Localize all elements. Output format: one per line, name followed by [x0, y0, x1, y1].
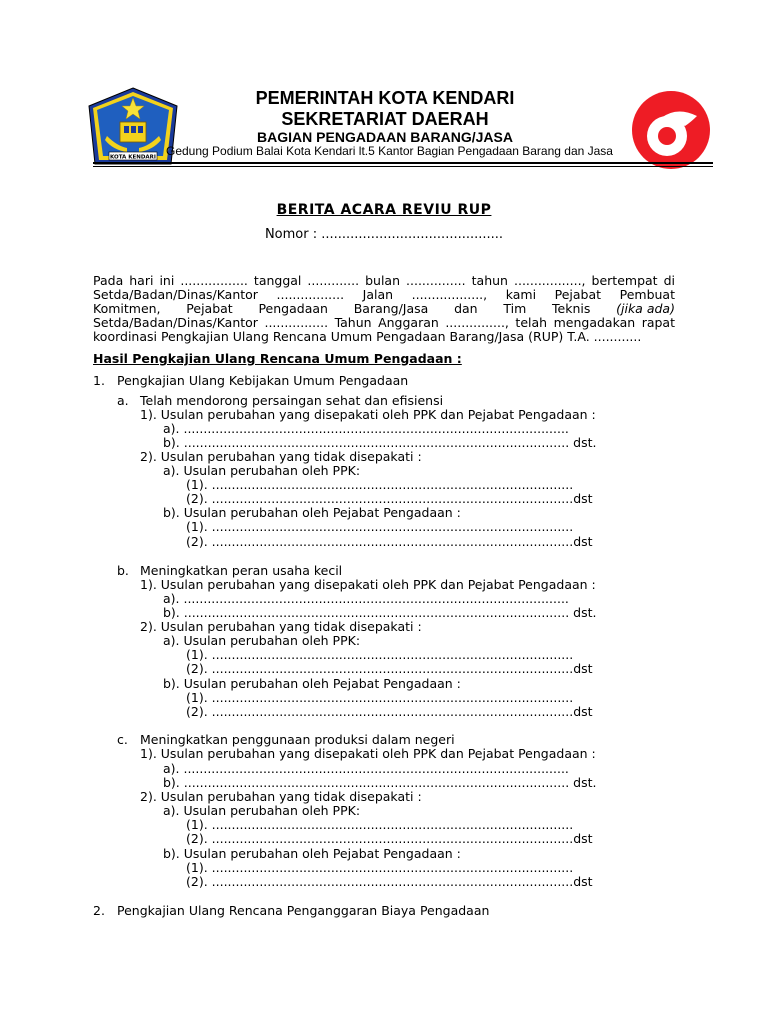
agreed-changes-label: 1). Usulan perubahan yang disepakati oleh PPK dan Pejabat Pengadaan :: [140, 407, 596, 422]
dotted-line: (2). ...........................................................................................dst: [186, 491, 593, 506]
intro-word: Teknis: [552, 301, 591, 316]
dotted-line: a). .................................................................................................: [163, 761, 569, 776]
logo-caption: KOTA KENDARI: [110, 154, 156, 161]
item-title: Pengkajian Ulang Kebijakan Umum Pengadaan: [117, 373, 409, 388]
agreed-changes-label: 1). Usulan perubahan yang disepakati oleh PPK dan Pejabat Pengadaan :: [140, 577, 596, 592]
ppk-changes-label: a). Usulan perubahan oleh PPK:: [163, 633, 361, 648]
subitem-letter: c.: [117, 732, 128, 747]
official-changes-label: b). Usulan perubahan oleh Pejabat Pengadaan :: [163, 676, 461, 691]
subitem-title: Meningkatkan penggunaan produksi dalam negeri: [140, 732, 455, 747]
dotted-line: (2). ...........................................................................................dst: [186, 874, 593, 889]
dotted-line: (1). ...........................................................................................: [186, 860, 574, 875]
dotted-line: (1). ...........................................................................................: [186, 817, 574, 832]
official-changes-label: b). Usulan perubahan oleh Pejabat Pengadaan :: [163, 505, 461, 520]
disagreed-changes-label: 2). Usulan perubahan yang tidak disepakati :: [140, 789, 422, 804]
agreed-changes-label: 1). Usulan perubahan yang disepakati oleh PPK dan Pejabat Pengadaan :: [140, 746, 596, 761]
intro-word: Pengadaan: [258, 301, 328, 316]
intro-word: Tim: [503, 301, 527, 316]
dotted-line: (1). ...........................................................................................: [186, 519, 574, 534]
intro-word: Pejabat: [186, 301, 233, 316]
subitem-letter: a.: [117, 393, 129, 408]
dotted-line: (2). ...........................................................................................dst: [186, 661, 593, 676]
dotted-line: a). .................................................................................................: [163, 421, 569, 436]
dotted-line: b). ................................................................................................. dst.: [163, 435, 597, 450]
disagreed-changes-label: 2). Usulan perubahan yang tidak disepakati :: [140, 619, 422, 634]
disagreed-changes-label: 2). Usulan perubahan yang tidak disepakati :: [140, 449, 422, 464]
subitem-title: Meningkatkan peran usaha kecil: [140, 563, 343, 578]
intro-line-1: Pada hari ini ................. tanggal ............. bulan ............... tahun ................., bertempat di: [93, 273, 675, 288]
intro-line-3: [93, 302, 675, 316]
header-rule-thin: [93, 166, 713, 167]
header-government: PEMERINTAH KOTA KENDARI: [255, 88, 515, 108]
item-number: 2.: [93, 903, 105, 918]
intro-word: dan: [454, 301, 478, 316]
ppk-changes-label: a). Usulan perubahan oleh PPK:: [163, 463, 361, 478]
document-number: Nomor : ............................................: [264, 227, 504, 242]
dotted-line: (1). ...........................................................................................: [186, 477, 574, 492]
header-address: Gedung Podium Balai Kota Kendari lt.5 Kantor Bagian Pengadaan Barang dan Jasa: [166, 144, 613, 158]
section-heading: Hasil Pengkajian Ulang Rencana Umum Pengadaan :: [93, 351, 462, 366]
ppk-changes-label: a). Usulan perubahan oleh PPK:: [163, 803, 361, 818]
dotted-line: (2). ...........................................................................................dst: [186, 534, 593, 549]
header-rule-thick: [93, 162, 713, 164]
dotted-line: (1). ...........................................................................................: [186, 690, 574, 705]
intro-line-2: Setda/Badan/Dinas/Kantor ................. Jalan .................., kami Pejabat Pembuat: [93, 287, 675, 302]
official-changes-label: b). Usulan perubahan oleh Pejabat Pengadaan :: [163, 846, 461, 861]
intro-line-5: koordinasi Pengkajian Ulang Rencana Umum Pengadaan Barang/Jasa (RUP) T.A. ............: [93, 329, 642, 344]
subitem-title: Telah mendorong persaingan sehat dan efisiensi: [140, 393, 444, 408]
header-secretariat: SEKRETARIAT DAERAH: [281, 109, 489, 129]
dotted-line: b). ................................................................................................. dst.: [163, 605, 597, 620]
intro-word: Komitmen,: [93, 301, 161, 316]
item-number: 1.: [93, 373, 105, 388]
intro-word: Barang/Jasa: [353, 301, 429, 316]
dotted-line: (2). ...........................................................................................dst: [186, 704, 593, 719]
red-circle-logo-icon: [631, 90, 711, 170]
intro-optional-note: (jika ada): [616, 301, 675, 316]
dotted-line: (1). ...........................................................................................: [186, 647, 574, 662]
dotted-line: a). .................................................................................................: [163, 591, 569, 606]
subitem-letter: b.: [117, 563, 129, 578]
dotted-line: (2). ...........................................................................................dst: [186, 831, 593, 846]
dotted-line: b). ................................................................................................. dst.: [163, 775, 597, 790]
header-division: BAGIAN PENGADAAN BARANG/JASA: [257, 129, 513, 145]
item-title: Pengkajian Ulang Rencana Penganggaran Biaya Pengadaan: [117, 903, 490, 918]
intro-line-4: Setda/Badan/Dinas/Kantor ................ Tahun Anggaran ..............., telah mengadakan rapat: [93, 315, 675, 330]
document-title: BERITA ACARA REVIU RUP: [276, 202, 492, 218]
